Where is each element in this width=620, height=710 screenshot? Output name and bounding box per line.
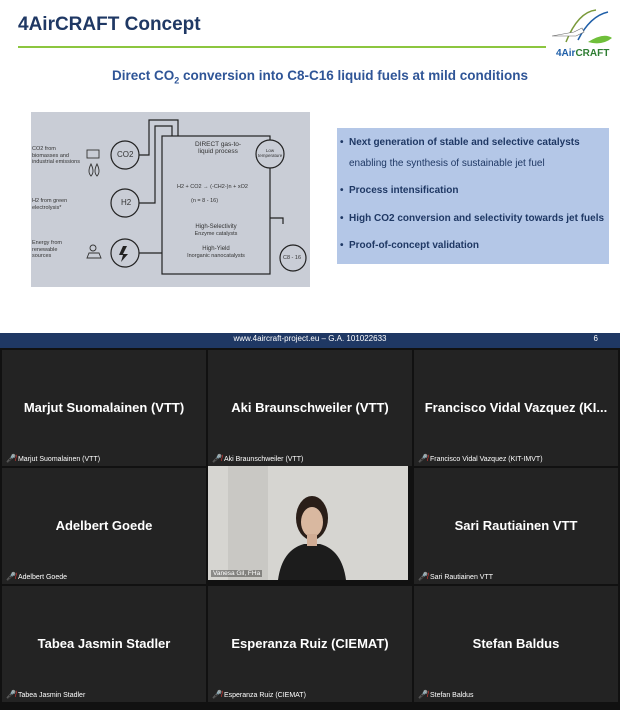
participant-name: Adelbert Goede xyxy=(55,518,153,533)
microphone-muted-icon: 🎤̸ xyxy=(418,572,428,581)
participant-name: Tabea Jasmin Stadler xyxy=(37,636,171,651)
low-temp-text: Low temperature xyxy=(258,148,283,158)
footer-text: www.4aircraft-project.eu – G.A. 101022633 xyxy=(233,334,387,343)
participant-tile[interactable] xyxy=(2,468,206,584)
participant-label: 🎤̸ Tabea Jasmin Stadler xyxy=(6,690,86,699)
bullet-proof-of-concept: • Proof-of-concept validation xyxy=(349,240,479,251)
source-h2-text: H2 from green electrolysis* xyxy=(32,198,68,211)
participant-name: Sari Rautiainen VTT xyxy=(454,518,578,533)
participant-name: Stefan Baldus xyxy=(472,636,560,651)
node-h2-text: H2 xyxy=(121,198,132,207)
participant-label: 🎤̸ Sari Rautiainen VTT xyxy=(418,572,493,581)
node-co2-text: CO2 xyxy=(117,150,134,159)
microphone-muted-icon: 🎤̸ xyxy=(6,690,16,699)
microphone-muted-icon: 🎤̸ xyxy=(212,690,222,699)
participant-label: 🎤̸ Adelbert Goede xyxy=(6,572,68,581)
participant-name: Marjut Suomalainen (VTT) xyxy=(23,400,185,415)
shared-slide xyxy=(0,0,620,330)
microphone-muted-icon: 🎤̸ xyxy=(6,572,16,581)
nanocatalysts-text: Inorganic nanocatalysts xyxy=(187,253,245,259)
participant-name: Francisco Vidal Vazquez (KI... xyxy=(424,400,608,415)
participant-name: Esperanza Ruiz (CIEMAT) xyxy=(231,636,389,651)
participant-name: Aki Braunschweiler (VTT) xyxy=(231,400,389,415)
logo-wordmark: 4AirCRAFT xyxy=(556,48,610,59)
participant-tile[interactable] xyxy=(414,586,618,702)
high-yield-text: High-Yield xyxy=(202,246,230,252)
participant-tile[interactable] xyxy=(414,468,618,584)
microphone-muted-icon: 🎤̸ xyxy=(6,454,16,463)
participant-grid xyxy=(0,348,620,710)
participant-label: 🎤̸ Francisco Vidal Vazquez (KIT-IMVT) xyxy=(418,454,543,463)
slide-footer-bar xyxy=(0,333,620,348)
participant-label: Vanesa Gil, FHa xyxy=(213,570,261,577)
slide-title: 4AirCRAFT Concept xyxy=(18,14,201,35)
product-text: C8 - 16 xyxy=(283,255,302,261)
source-energy-text: Energy from renewable sources xyxy=(32,240,62,259)
participant-video-tile[interactable] xyxy=(208,466,408,580)
high-selectivity-text: High-Selectivity xyxy=(195,224,237,230)
participant-tile[interactable] xyxy=(2,350,206,466)
microphone-muted-icon: 🎤̸ xyxy=(212,454,222,463)
title-underline xyxy=(18,46,546,48)
participant-tile[interactable] xyxy=(208,586,412,702)
participant-tile[interactable] xyxy=(414,350,618,466)
box-title-text: DIRECT gas-to-liquid process xyxy=(194,141,242,155)
bullet-conversion: • High CO2 conversion and selectivity towards jet fuels xyxy=(349,213,604,224)
bullet-intensification: • Process intensification xyxy=(349,185,458,196)
source-co2-text: CO2 from biomasses and industrial emissions xyxy=(32,146,80,165)
participant-label: 🎤̸ Esperanza Ruiz (CIEMAT) xyxy=(212,690,306,699)
page-number: 6 xyxy=(593,334,598,343)
bullet-catalysts-cont: enabling the synthesis of sustainable jet fuel xyxy=(349,158,545,169)
microphone-muted-icon: 🎤̸ xyxy=(418,454,428,463)
key-points-box xyxy=(337,128,609,264)
n-range-text: (n = 8 - 16) xyxy=(191,198,219,204)
microphone-muted-icon: 🎤̸ xyxy=(418,690,428,699)
video-feed xyxy=(208,466,408,580)
process-diagram xyxy=(31,112,310,287)
participant-label: 🎤̸ Marjut Suomalainen (VTT) xyxy=(6,454,101,463)
participant-label: 🎤̸ Stefan Baldus xyxy=(418,690,474,699)
slide-subtitle: Direct $CO_2$ conversion into C8-C16 liquid fuels at mild conditions xyxy=(111,68,529,86)
participant-label: 🎤̸ Aki Braunschweiler (VTT) xyxy=(212,454,304,463)
bullet-catalysts: • Next generation of stable and selective catalysts xyxy=(349,137,580,148)
participant-tile[interactable] xyxy=(2,586,206,702)
reaction-text: H2 + CO2 → (-CH2-)n + xO2 xyxy=(177,184,248,190)
enzyme-text: Enzyme catalysts xyxy=(194,231,238,237)
source-icons xyxy=(87,150,101,258)
participant-tile[interactable] xyxy=(208,350,412,466)
